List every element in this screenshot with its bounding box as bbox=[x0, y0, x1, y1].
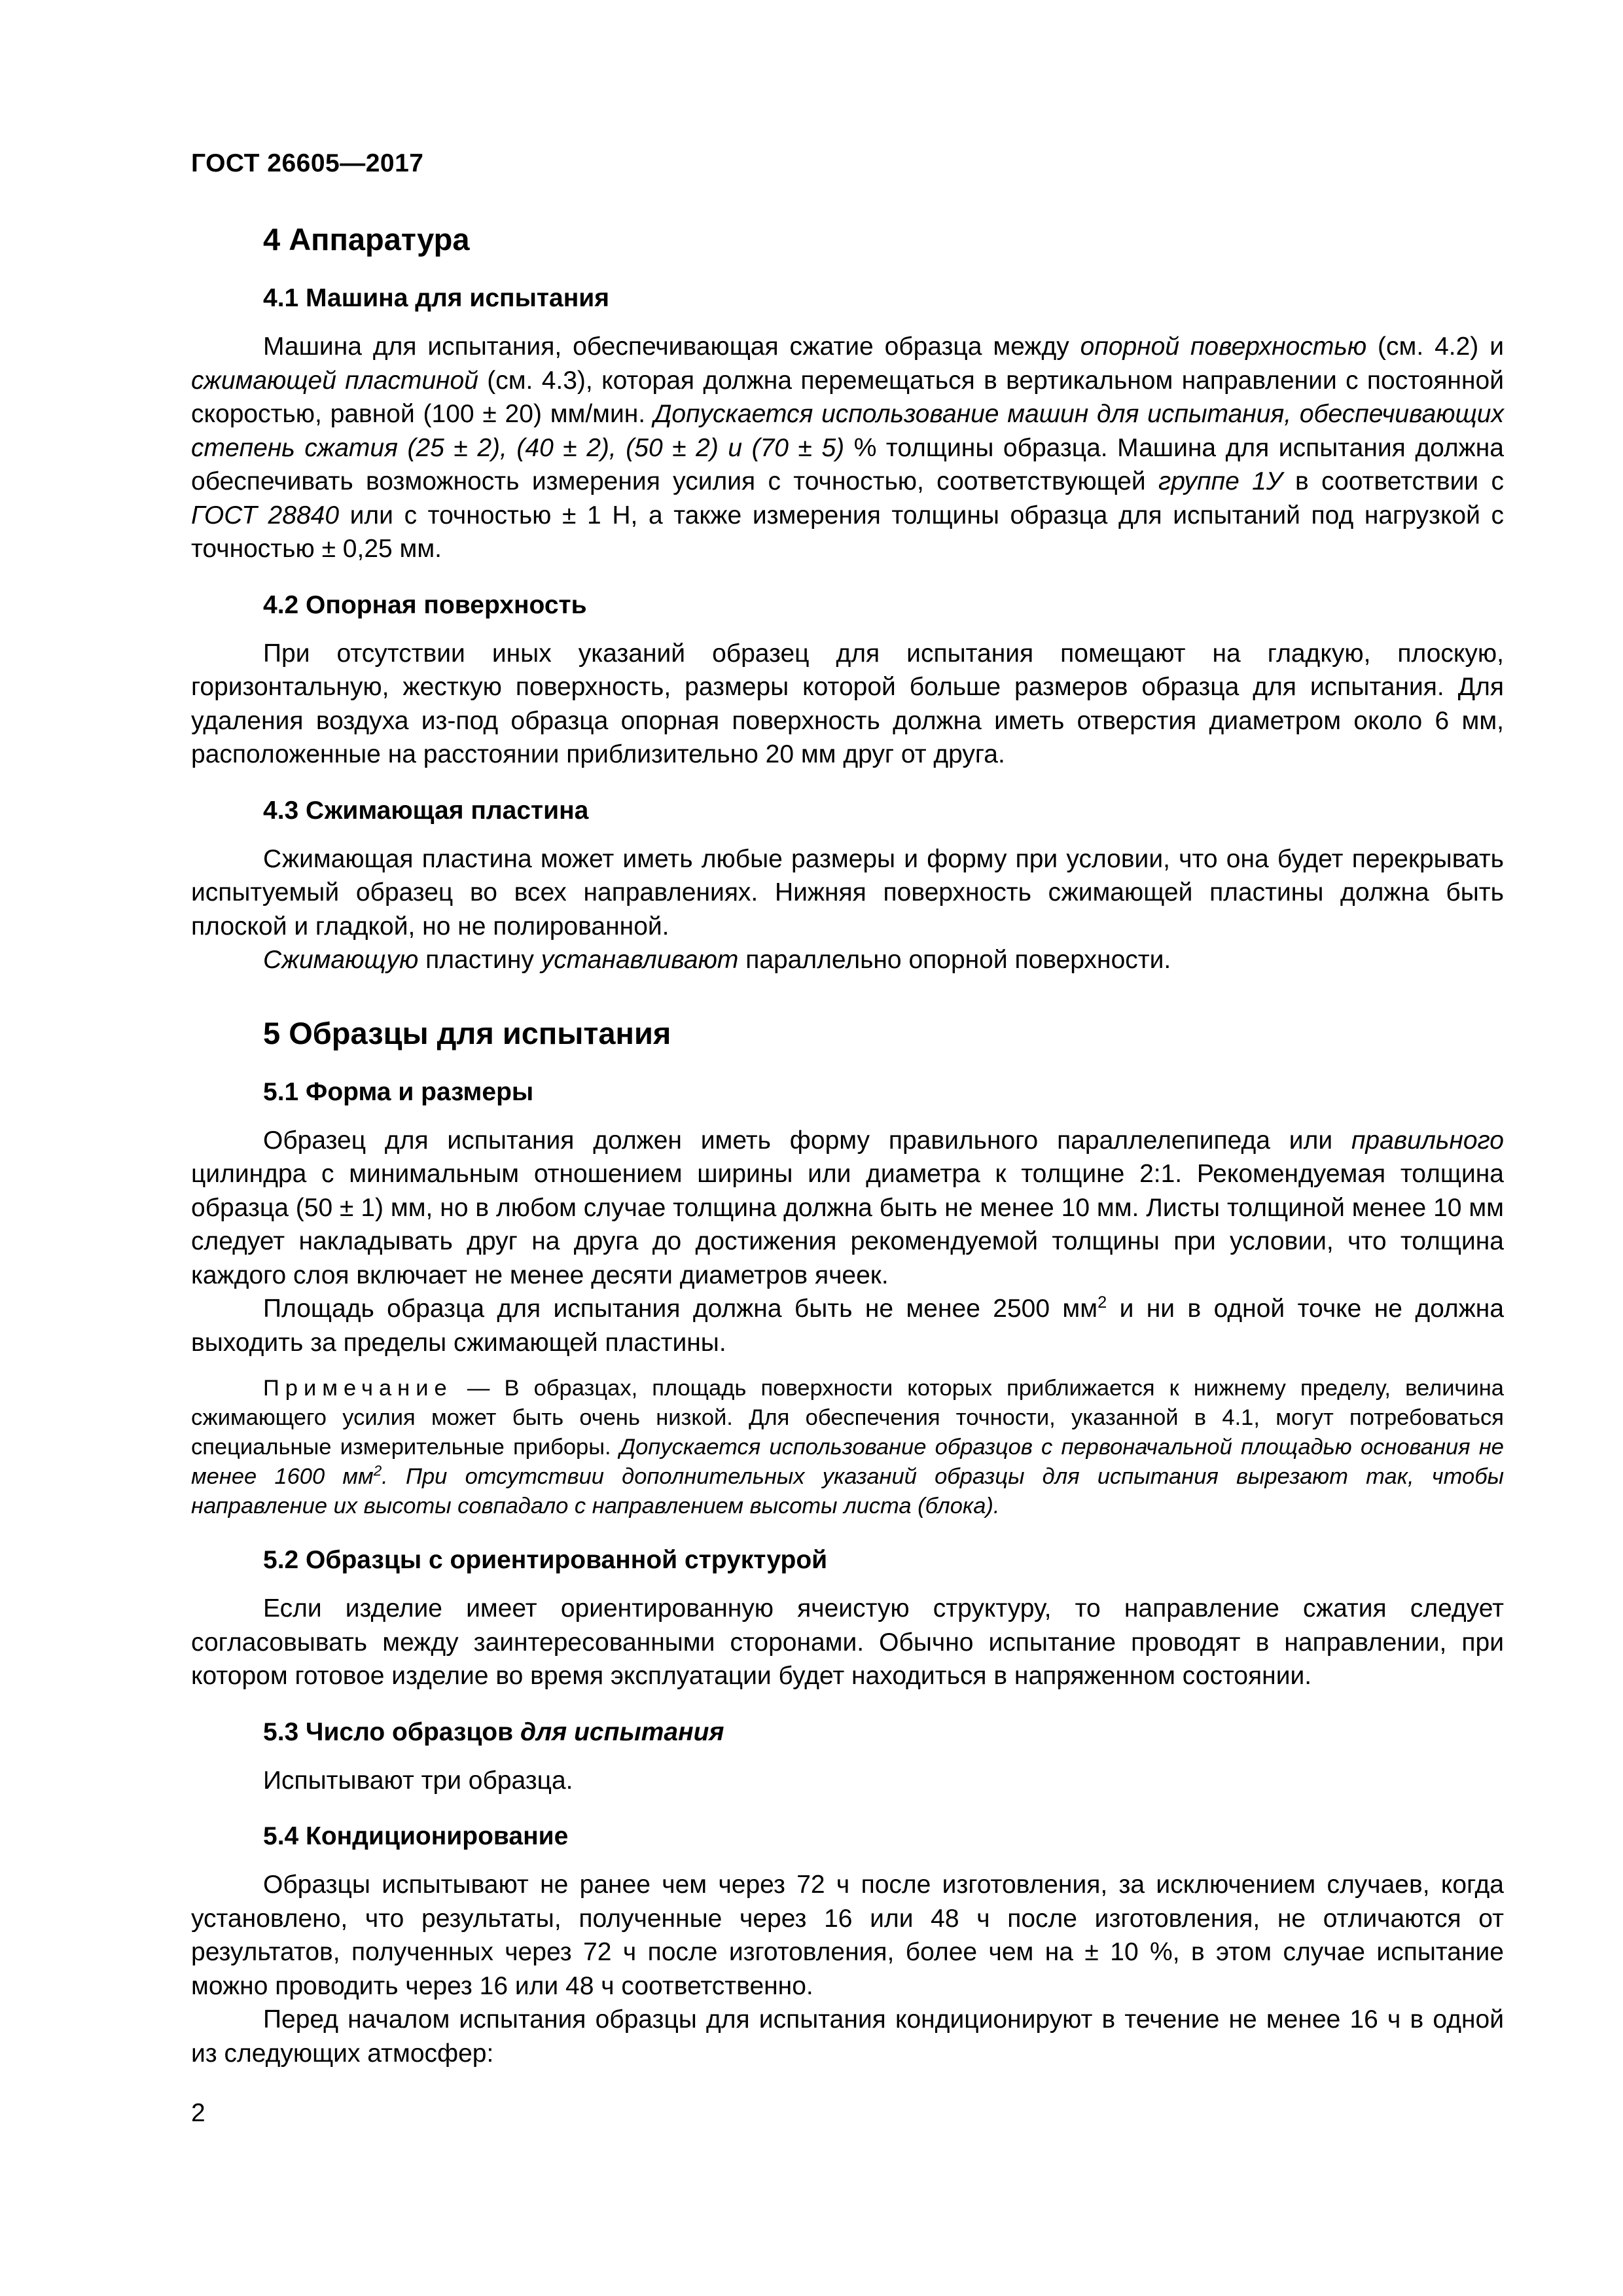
section-5-1-paragraph-2: Площадь образца для испытания должна быть не менее 2500 $мм^2$ и ни в одной точке не должна выходить за пределы сжимающей пластины. bbox=[191, 1293, 1505, 1357]
section-5-1-paragraph: Образец для испытания должен иметь форму правильного параллелепипеда или правильного цилиндра с минимальным отношением ширины или диаметра к толщине 2:1. Рекомендуемая толщина образца (50 ± 1) мм, но в любом случае толщина должна быть не менее 10 мм. Листы толщиной менее 10 мм следует накладывать друг на друга до достижения рекомендуемой толщины при условии, что толщина каждого слоя включает не менее десяти диаметров ячеек. bbox=[191, 1126, 1504, 1289]
section-4-2-title: 4.2 Опорная поверхность bbox=[263, 590, 587, 619]
section-5-2-title: 5.2 Образцы с ориентированной структурой bbox=[263, 1546, 828, 1574]
section-5-1-title: 5.1 Форма и размеры bbox=[263, 1077, 534, 1106]
section-4-2-paragraph: При отсутствии иных указаний образец для испытания помещают на гладкую, плоскую, горизонтальную, жесткую поверхность, размеры которой больше размеров образца для испытания. Для удаления воздуха из-под образца опорная поверхность должна иметь отверстия диаметром около 6 мм, расположенные на расстоянии приблизительно 20 мм друг от друга. bbox=[191, 639, 1504, 768]
page-number: 2 bbox=[191, 2099, 205, 2127]
section-5-3-paragraph: Испытывают три образца. bbox=[263, 1766, 573, 1795]
section-5-2-paragraph: Если изделие имеет ориентированную ячеистую структуру, то направление сжатия следует согласовывать между заинтересованными сторонами. Обычно испытание проводят в направлении, при котором готовое изделие во время эксплуатации будет находиться в напряженном состоянии. bbox=[191, 1594, 1504, 1690]
section-4-3-paragraph-2: Сжимающую пластину устанавливают параллельно опорной поверхности. bbox=[263, 946, 1171, 974]
document-body bbox=[191, 220, 1504, 2070]
section-5-4-paragraph: Образцы испытывают не ранее чем через 72 ч после изготовления, за исключением случаев, когда установлено, что результаты, полученные через 16 или 48 ч после изготовления, не отличаются от результатов, полученных через 72 ч после изготовления, более чем на ± 10 %, в этом случае испытание можно проводить через 16 или 48 ч соответственно. bbox=[191, 1871, 1504, 2000]
section-5-4-title: 5.4 Кондиционирование bbox=[263, 1822, 569, 1850]
section-5-4-paragraph-2: Перед началом испытания образцы для испытания кондиционируют в течение не менее 16 ч в одной из следующих атмосфер: bbox=[191, 2005, 1504, 2068]
section-4-1-paragraph: Машина для испытания, обеспечивающая сжатие образца между опорной поверхностью (см. 4.2) и сжимающей пластиной (см. 4.3), которая должна перемещаться в вертикальном направлении с постоянной скоростью, равной (100 ± 20) мм/мин. Допускается использование машин для испытания, обеспечивающих степень сжатия (25 ± 2), (40 ± 2), (50 ± 2) и (70 ± 5) % толщины образца. Машина для испытания должна обеспечивать возможность измерения усилия с точностью, соответствующей группе 1У в соответствии с ГОСТ 28840 или с точностью ± 1 Н, а также измерения толщины образца для испытаний под нагрузкой с точностью ± 0,25 мм. bbox=[191, 332, 1504, 563]
section-5-1-note: Примечание — В образцах, площадь поверхности которых приближается к нижнему пределу, величина сжимающего усилия может быть очень низкой. Для обеспечения точности, указанной в 4.1, могут потребоваться специальные измерительные приборы. Допускается использование образцов с первоначальной площадью основания не менее 1600 $мм^2$. При отсутствии дополнительных указаний образцы для испытания вырезают так, чтобы направление их высоты совпадало с направлением высоты листа (блока). bbox=[191, 1376, 1504, 1518]
section-4-title: 4 Аппаратура bbox=[263, 222, 470, 257]
section-5-3-title: 5.3 Число образцов для испытания bbox=[263, 1717, 724, 1746]
section-4-1-title: 4.1 Машина для испытания bbox=[263, 284, 609, 312]
section-4-3-title: 4.3 Сжимающая пластина bbox=[263, 796, 589, 825]
note-label: Примечание bbox=[263, 1376, 453, 1401]
document-header: ГОСТ 26605—2017 bbox=[191, 149, 424, 177]
section-4-3-paragraph: Сжимающая пластина может иметь любые размеры и форму при условии, что она будет перекрывать испытуемый образец во всех направлениях. Нижняя поверхность сжимающей пластины должна быть плоской и гладкой, но не полированной. bbox=[191, 844, 1504, 941]
section-5-title: 5 Образцы для испытания bbox=[263, 1015, 671, 1050]
